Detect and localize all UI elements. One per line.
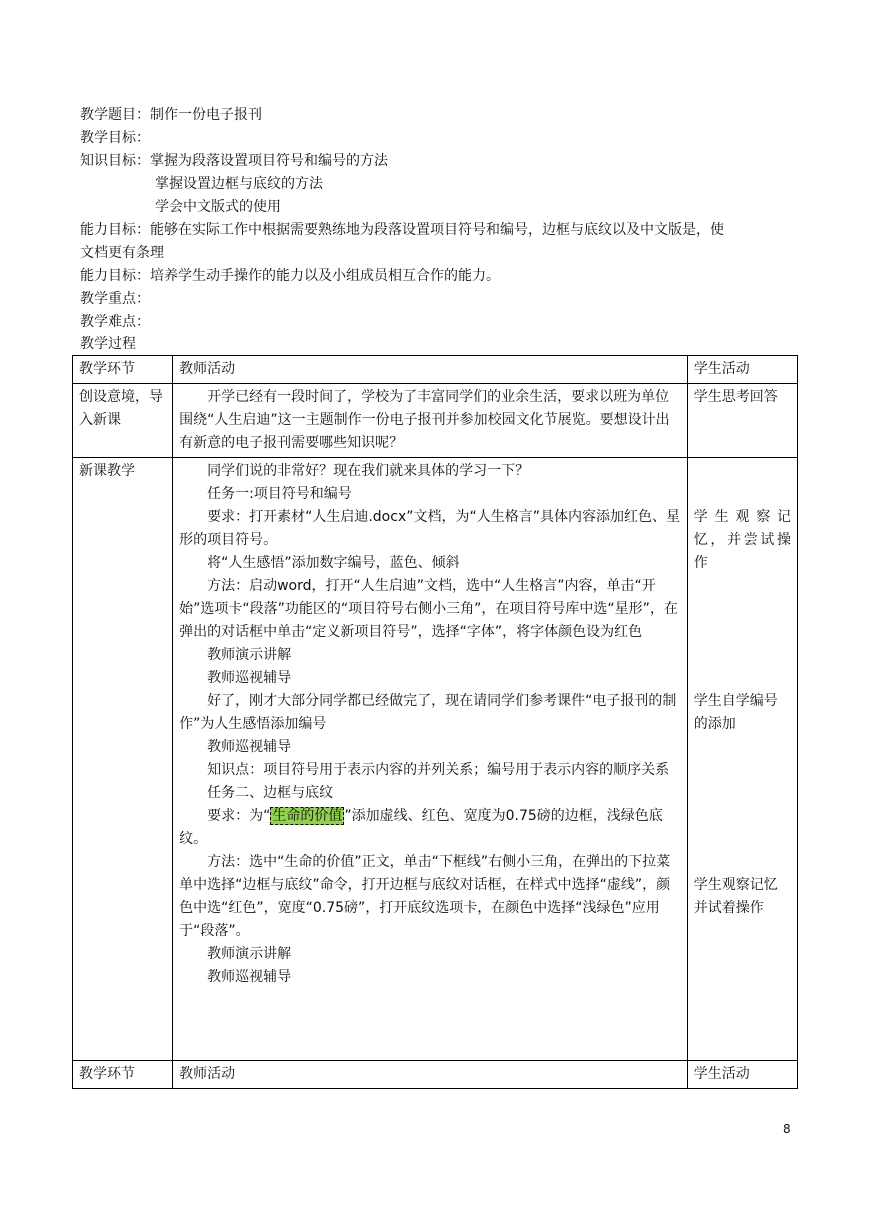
teacher-p8: 好了，刚才大部分同学都已经做完了，现在请同学们参考课件“电子报刊的制作”为人生感悟添加编号 [179, 693, 677, 732]
teacher-p4: 将“人生感悟”添加数字编号，蓝色、倾斜 [207, 555, 460, 571]
student-s2: 学生自学编号的添加 [693, 693, 778, 732]
header-teacher: 教师活动 [173, 356, 688, 384]
goals-label: 教学目标： [80, 130, 150, 146]
row2-student [687, 458, 797, 1061]
process-label: 教学过程 [80, 336, 136, 352]
row1-teacher-text: 开学已经有一段时间了，学校为了丰富同学们的业余生活，要求以班为单位围绕“人生启迪”这一主题制作一份电子报刊并参加校园文化节展览。要想设计出有新意的电子报刊需要哪些知识呢？ [179, 389, 670, 451]
ability-goal-2: 能力目标：培养学生动手操作的能力以及小组成员相互合作的能力。 [80, 268, 500, 284]
footer-stage: 教学环节 [73, 1061, 173, 1089]
header-stage: 教学环节 [73, 356, 173, 384]
student-s3: 学生观察记忆并试着操作 [693, 877, 778, 916]
teacher-p11: 任务二、边框与底纹 [207, 785, 334, 801]
teacher-p12 [179, 805, 681, 851]
ability-goal-1: 能力目标：能够在实际工作中根据需要熟练地为段落设置项目符号和编号，边框与底纹以及中文版是，使 [80, 222, 724, 238]
row1-teacher [173, 384, 688, 458]
teacher-p9: 教师巡视辅导 [207, 739, 292, 755]
p12-post: ”添加虚线、红色、宽度为0.75磅的边框，浅绿色底纹。 [179, 808, 663, 847]
teacher-p15: 教师巡视辅导 [207, 969, 292, 985]
teacher-p13: 方法：选中“生命的价值”正文，单击“下框线”右侧小三角，在弹出的下拉菜单中选择“边框与底纹”命令，打开边框与底纹对话框，在样式中选择“虚线”，颜色中选“红色”，宽度“0.75磅”，打开底纹选项卡，在颜色中选择“浅绿色”应用于“段落”。 [179, 854, 671, 939]
table-row [73, 384, 798, 458]
teacher-p5: 方法：启动word，打开“人生启迪”文档，选中“人生格言”内容，单击“开始”选项卡“段落”功能区的“项目符号右侧小三角”，在项目符号库中选“星形”，在弹出的对话框中单击“定义新项目符号”，选择“字体”，将字体颜色设为红色 [179, 578, 678, 640]
teacher-p1: 同学们说的非常好？现在我们就来具体的学习一下？ [207, 463, 530, 479]
lesson-table [72, 355, 798, 1089]
header-student: 学生活动 [687, 356, 797, 384]
knowledge-goal-3: 学会中文版式的使用 [155, 199, 281, 215]
student-s1: 学生观察记忆，并尝试操作 [693, 509, 791, 571]
teacher-p7: 教师巡视辅导 [207, 670, 292, 686]
ability-goal-1-cont: 文档更有条理 [80, 245, 164, 261]
difficulties-label: 教学难点： [80, 314, 150, 330]
table-header-row [73, 356, 798, 384]
row1-stage: 创设意境，导入新课 [73, 384, 173, 458]
teacher-p3: 要求：打开素材“人生启迪.docx”文档，为“人生格言”具体内容添加红色、星形的项目符号。 [179, 509, 680, 548]
knowledge-goal-2: 掌握设置边框与底纹的方法 [155, 176, 323, 192]
row1-student: 学生思考回答 [687, 384, 797, 458]
teacher-p10: 知识点：项目符号用于表示内容的并列关系；编号用于表示内容的顺序关系 [207, 762, 670, 778]
knowledge-goal-1: 知识目标：掌握为段落设置项目符号和编号的方法 [80, 153, 388, 169]
row2-teacher [173, 458, 688, 1061]
footer-student: 学生活动 [687, 1061, 797, 1089]
teacher-p2: 任务一:项目符号和编号 [207, 486, 352, 502]
table-footer-row [73, 1061, 798, 1089]
footer-teacher: 教师活动 [173, 1061, 688, 1089]
key-points-label: 教学重点： [80, 291, 150, 307]
highlighted-phrase: 生命的价值 [272, 808, 343, 824]
page-number: 8 [783, 1122, 791, 1136]
lesson-topic: 教学题目：制作一份电子报刊 [80, 107, 262, 123]
table-row [73, 458, 798, 1061]
row2-stage: 新课教学 [73, 458, 173, 1061]
teacher-p14: 教师演示讲解 [207, 946, 292, 962]
teacher-p6: 教师演示讲解 [207, 647, 292, 663]
p12-pre: 要求：为“ [207, 808, 271, 824]
